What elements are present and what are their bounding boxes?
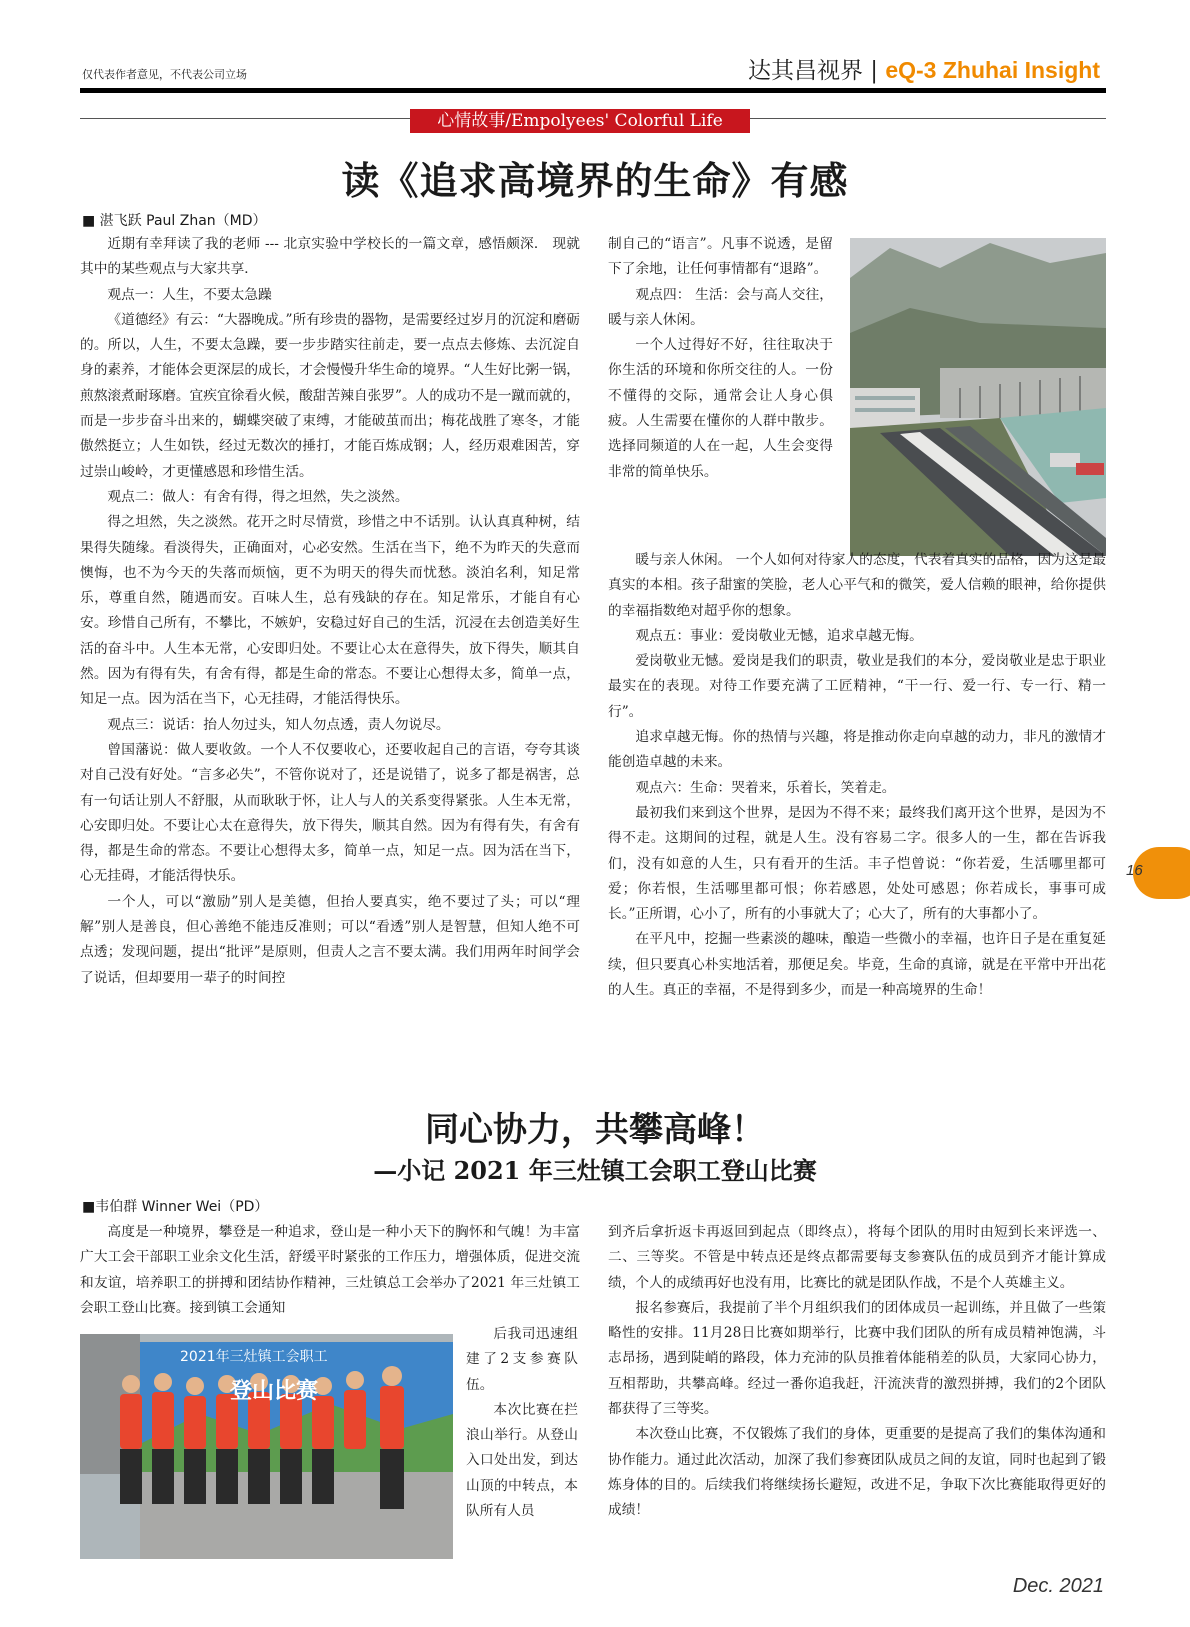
paragraph: 高度是一种境界，攀登是一种追求，登山是一种小天下的胸怀和气魄！为丰富广大工会干部职工业余文化生活，舒缓平时紧张的工作压力，增强体质，促进交流和友谊，培养职工的拼搏和团结协作精神，三灶镇总工会举办了2021 年三灶镇工会职工登山比赛。接到镇工会通知 [80, 1224, 580, 1316]
header-rule [80, 88, 1106, 93]
disclaimer: 仅代表作者意见，不代表公司立场 [82, 68, 247, 81]
paragraph: 观点一：人生，不要太急躁 [107, 286, 272, 303]
paragraph: 本次比赛在拦浪山举行。从登山入口处出发，到达山顶的中转点，本队所有人员 [466, 1401, 578, 1520]
paragraph: 本次登山比赛，不仅锻炼了我们的身体，更重要的是提高了我们的集体沟通和协作能力。通过此次活动，加深了我们参赛团队成员之间的友谊，同时也起到了锻炼身体的目的。后续我们将继续扬长避短，改进不足，争取下次比赛能取得更好的成绩！ [608, 1426, 1106, 1519]
paragraph: 爱岗敬业无憾。爱岗是我们的职责，敬业是我们的本分，爱岗敬业是忠于职业最实在的表现。对待工作要充满了工匠精神，“干一行、爱一行、专一行、精一行”。 [608, 653, 1106, 720]
article2-col1-side [466, 1322, 578, 1524]
magazine-title-en: eQ-3 Zhuhai Insight [885, 57, 1100, 83]
banner-text-large: 登山比赛 [230, 1379, 319, 1404]
paragraph: 观点四： 生活：会与高人交往，暖与亲人休闲。 [608, 286, 833, 328]
team-photo [80, 1334, 453, 1559]
paragraph: 到齐后拿折返卡再返回到起点（即终点），将每个团队的用时由短到长来评选一、二、三等奖。不管是中转点还是终点都需要每支参赛队伍的成员到齐才能计算成绩，个人的成绩再好也没有用，比赛比的就是团队作战，不是个人英雄主义。 [608, 1224, 1106, 1291]
article2-byline: ■韦伯群 Winner Wei（PD） [82, 1199, 269, 1215]
paragraph: 《道德经》有云：“大器晚成。”所有珍贵的器物，是需要经过岁月的沉淀和磨砺的。所以，人生，不要太急躁，要一步步踏实往前走，要一点点去修炼、去沉淀自身的素养，才能体会更深层的成长，才会慢慢升华生命的境界。“人生好比粥一锅，煎熬滚煮耐琢磨。宜疾宜徐看火候，酸甜苦辣自张罗”。人的成功不是一蹴而就的，而是一步步奋斗出来的，蝴蝶突破了束缚，才能破茧而出；梅花战胜了寒冬，才能傲然挺立；人生如铁，经过无数次的捶打，才能百炼成钢；人，经历艰难困苦，穿过崇山峻岭，才更懂感恩和珍惜生活。 [80, 311, 580, 480]
article1-byline: ■ 湛飞跃 Paul Zhan（MD） [82, 213, 267, 229]
article1-col2-top [608, 232, 833, 485]
article2-title: 同心协力，共攀高峰！ [425, 1110, 765, 1150]
paragraph: 观点三：说话：抬人勿过头，知人勿点透，责人勿说尽。 [107, 716, 450, 733]
paragraph: 后我司迅速组建了2支参赛队伍。 [466, 1326, 578, 1393]
paragraph: 观点二：做人：有舍有得，得之坦然，失之淡然。 [107, 488, 409, 505]
dam-photo [850, 238, 1106, 556]
article1-col1 [80, 232, 580, 991]
article1-title: 读《追求高境界的生命》有感 [341, 158, 849, 203]
paragraph: 追求卓越无悔。你的热情与兴趣，将是推动你走向卓越的动力，非凡的激情才能创造卓越的未来。 [608, 729, 1106, 771]
paragraph: 制自己的“语言”。凡事不说透，是留下了余地，让任何事情都有“退路”。 [608, 236, 833, 278]
issue-date: Dec. 2021 [1012, 1575, 1104, 1597]
article2-col1-top [80, 1220, 580, 1321]
page-number: 16 [1126, 862, 1143, 879]
article1-col2-bottom [608, 548, 1106, 1003]
paragraph: 一个人，可以“激励”别人是美德，但抬人要真实，绝不要过了头；可以“理解”别人是善良，但心善绝不能违反准则；可以“看透”别人是智慧，但知人绝不可点透；发现问题，提出“批评”是原则，但责人之言不要太满。我们用两年时间学会了说话，但却要用一辈子的时间控 [80, 893, 580, 986]
paragraph: 观点五：事业：爱岗敬业无憾，追求卓越无悔。 [635, 627, 923, 644]
section-tag: 心情故事/Empolyees' Colorful Life [410, 109, 750, 133]
paragraph: 曾国藩说：做人要收敛。一个人不仅要收心，还要收起自己的言语，夸夸其谈对自己没有好处。“言多必失”，不管你说对了，还是说错了，说多了都是祸害，总有一句话让别人不舒服，从而耿耿于怀，让人与人的关系变得紧张。人生本无常，心安即归处。不要让心太在意得失，放下得失，顺其自然。因为有得有失，有舍有得，都是生命的常态。不要让心想得太多，简单一点，知足一点。因为活在当下，心无挂碍，才能活得快乐。 [80, 741, 580, 885]
article2-col2 [608, 1220, 1106, 1524]
magazine-title-separator: | [870, 58, 879, 84]
paragraph: 观点六：生命：哭着来，乐着长，笑着走。 [635, 779, 896, 796]
paragraph: 报名参赛后，我提前了半个月组织我们的团体成员一起训练，并且做了一些策略性的安排。11月28日比赛如期举行，比赛中我们团队的所有成员精神饱满，斗志昂扬，遇到陡峭的路段，体力充沛的队员推着体能稍差的队员，大家同心协力，互相帮助，共攀高峰。经过一番你追我赶，汗流浃背的激烈拼搏，我们的2个团队都获得了三等奖。 [608, 1299, 1106, 1418]
paragraph: 一个人过得好不好，往往取决于你生活的环境和你所交往的人。一份不懂得的交际，通常会让人身心俱疲。人生需要在懂你的人群中散步。选择同频道的人在一起，人生会变得非常的简单快乐。 [608, 337, 833, 480]
paragraph: 近期有幸拜读了我的老师 --- 北京实验中学校长的一篇文章，感悟颇深． 现就其中的某些观点与大家共享． [80, 236, 580, 278]
paragraph: 得之坦然，失之淡然。花开之时尽情赏，珍惜之中不话别。认认真真种树，结果得失随缘。看淡得失，正确面对，心必安然。生活在当下，绝不为昨天的失意而懊悔，也不为今天的失落而烦恼，更不为明天的得失而忧愁。淡泊名利，知足常乐，尊重自然，随遇而安。百味人生，总有残缺的存在。知足常乐，才能自有心安。珍惜自己所有，不攀比，不嫉妒，安稳过好自己的生活，沉浸在去创造美好生活的奋斗中。人生本无常，心安即归处。不要让心太在意得失，放下得失，顺其自然。因为有得有失，有舍有得，都是生命的常态。不要让心想得太多，简单一点，知足一点。因为活在当下，心无挂碍，才能活得快乐。 [80, 514, 580, 708]
banner-text: 2021年三灶镇工会职工 [180, 1349, 328, 1365]
paragraph: 暖与亲人休闲。 一个人如何对待家人的态度，代表着真实的品格，因为这是最真实的本相。孩子甜蜜的笑脸，老人心平气和的微笑，爱人信赖的眼神，给你提供的幸福指数绝对超乎你的想象。 [608, 552, 1106, 619]
article2-subtitle: —小记 2021 年三灶镇工会职工登山比赛 [373, 1156, 817, 1185]
magazine-title [748, 52, 1100, 85]
magazine-title-cn: 达其昌视界 [747, 58, 863, 84]
paragraph: 最初我们来到这个世界，是因为不得不来；最终我们离开这个世界，是因为不得不走。这期间的过程，就是人生。没有容易二字。很多人的一生，都在告诉我们，没有如意的人生，只有看开的生活。丰子恺曾说：“你若爱，生活哪里都可爱；你若恨，生活哪里都可恨；你若感恩，处处可感恩；你若成长，事事可成长。”正所谓，心小了，所有的小事就大了；心大了，所有的大事都小了。 [608, 804, 1106, 923]
paragraph: 在平凡中，挖掘一些素淡的趣味，酿造一些微小的幸福，也许日子是在重复延续，但只要真心朴实地活着，那便足矣。毕竟，生命的真谛，就是在平常中开出花的人生。真正的幸福，不是得到多少，而是一种高境界的生命！ [608, 931, 1106, 999]
